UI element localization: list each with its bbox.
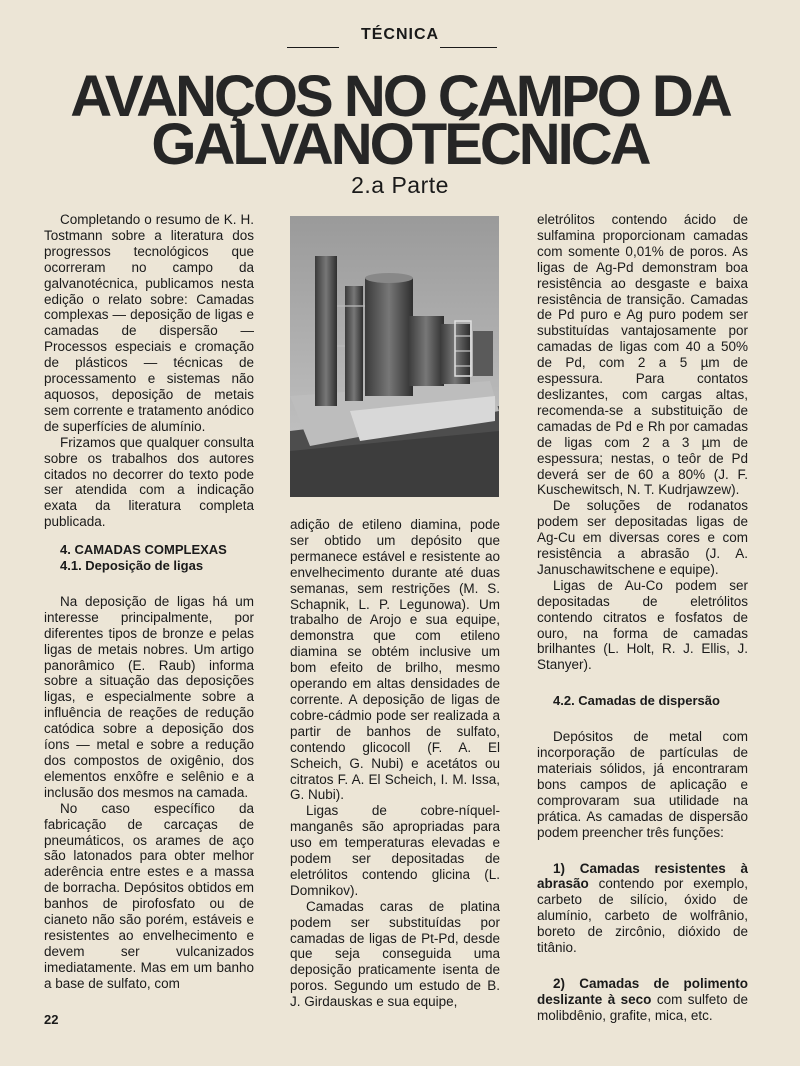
paragraph: eletrólitos contendo ácido de sulfamina proporcionam camadas com somente 0,01% de poros. As ligas de Ag-Pd demonstram boa resistência ao desgaste e baixa resistência de transição. Camadas de Pd puro e Ag puro podem ser substituídas vantajosamente por camadas de ligas com 40 a 50% de Pd, com 2 a 5 µm de espessura. Para contatos deslizantes, com cargas altas, recomenda-se a substituição de camadas de Pd e Rh por camadas de ligas com 2 a 3 µm de espessura; nestas, o teôr de Pd deverá ser de 60 a 80% (J. F. Kuschewitsch, N. T. Kudrjawzew). <box>537 212 748 498</box>
section-heading-4-2: 4.2. Camadas de dispersão <box>553 693 720 709</box>
paragraph: De soluções de rodanatos podem ser depositadas ligas de Ag-Cu em diversas cores e com resistência a abrasão (J. A. Januschawitschene e equipe). <box>537 498 748 577</box>
paragraph: Depósitos de metal com incorporação de partículas de materiais sólidos, já encontraram bons campos de aplicação e comprovaram sua utilidade na prática. As camadas de dispersão podem preencher três funções: <box>537 729 748 840</box>
list-item-label: 2) Camadas de polimento deslizante à seco <box>537 975 748 1007</box>
intro-paragraph-2: Frizamos que qualquer consulta sobre os trabalhos dos autores citados no decorrer do texto pode ser atendida com a indicação exata da literatura completa publicada. <box>44 434 254 530</box>
section-heading-4-1: 4.1. Deposição de ligas <box>60 558 204 574</box>
paragraph: Na deposição de ligas há um interesse principalmente, por diferentes tipos de bronze e pelas ligas de metais nobres. Um artigo panorâmico (E. Raub) informa sobre a situação das deposições ligas, e especialmente sobre a influência de reações de redução catódica sobre a deposição dos íons — metal e sobre a redução dos compostos de oxigênio, dos elementos enxôfre e selênio e a inclusão dos mesmos na camada. <box>44 593 254 800</box>
page-number: 22 <box>44 1012 59 1027</box>
paragraph: Camadas caras de platina podem ser substituídas por camadas de ligas de Pt-Pd, desde que seja conseguida uma deposição praticamente isenta de poros. Segundo um estudo de B. J. Girdauskas e sua equipe, <box>290 898 500 1010</box>
intro-paragraph-1: Completando o resumo de K. H. Tostmann sobre a literatura dos progressos tecnológicos que ocorreram no campo da galvanotécnica, publicamos nesta edição o relato sobre: Camadas complexas — deposição de ligas e camadas de dispersão — Processos especiais e cromação de plásticos — técnicas de processamento e sistemas não aquosos, deposição de metais sem corrente e tratamento anódico de superfícies de alumínio. <box>44 212 254 434</box>
column-2 <box>290 517 500 1010</box>
list-item <box>537 861 748 956</box>
paragraph: No caso específico da fabricação de carcaças de pneumáticos, os arames de aço são latonados para obter melhor aderência entre estes e a massa de borracha. Depósitos obtidos em banhos de pirofosfato ou de cianeto não são porém, estáveis e resistentes ao envelhecimento e devem ser vulcanizados imediatamente. Mas em um banho a base de sulfato, com <box>44 800 254 991</box>
header-rule-left <box>287 47 339 48</box>
paragraph: adição de etileno diamina, pode ser obtido um depósito que permanece estável e resistente ao envelhecimento durante até duas semanas, sem restrições (M. S. Schapnik, L. P. Legunowa). Um trabalho de Arojo e sua equipe, demonstra que com etileno diamina se obtém inclusive um bom efeito de brilho, mesmo operando em altas densidades de corrente. A deposição de ligas de cobre-cádmio pode ser realizada a partir de banhos de sulfato, contendo glicocoll (F. A. El Scheich, G. Nubi) e acetátos ou citratos F. A. El Scheich, I. M. Issa, G. Nubi). <box>290 517 500 803</box>
industrial-plant-photo <box>290 216 499 497</box>
article-title-line-2: GALVANOTÉCNICA <box>151 112 649 177</box>
section-heading-4: 4. CAMADAS COMPLEXAS <box>60 542 227 558</box>
article-title-line-1: AVANÇOS NO CAMPO DA <box>70 64 730 129</box>
column-3 <box>537 212 748 1024</box>
column-1 <box>44 212 254 992</box>
paragraph: Ligas de Au-Co podem ser depositadas de eletrólitos contendo citratos e fosfatos de ouro, na forma de camadas brilhantes (L. Holt, R. J. Ellis, J. Stanyer). <box>537 577 748 673</box>
section-label: TÉCNICA <box>360 26 440 43</box>
list-item-text: contendo por exemplo, carbeto de silício, óxido de alumínio, carbeto de wolfrânio, boreto de zircônio, dióxido de titânio. <box>537 876 748 956</box>
article-subtitle: 2.a Parte <box>351 172 449 198</box>
header-rule-right <box>440 47 497 48</box>
list-item-label: 1) Camadas resistentes à abrasão <box>537 860 748 892</box>
paragraph: Ligas de cobre-níquel-manganês são apropriadas para uso em temperaturas elevadas e podem ser depositadas de eletrólitos contendo glicina (L. Domnikov). <box>290 803 500 898</box>
list-item-text: com sulfeto de molibdênio, grafite, mica, etc. <box>537 991 748 1023</box>
list-item <box>537 976 748 1024</box>
